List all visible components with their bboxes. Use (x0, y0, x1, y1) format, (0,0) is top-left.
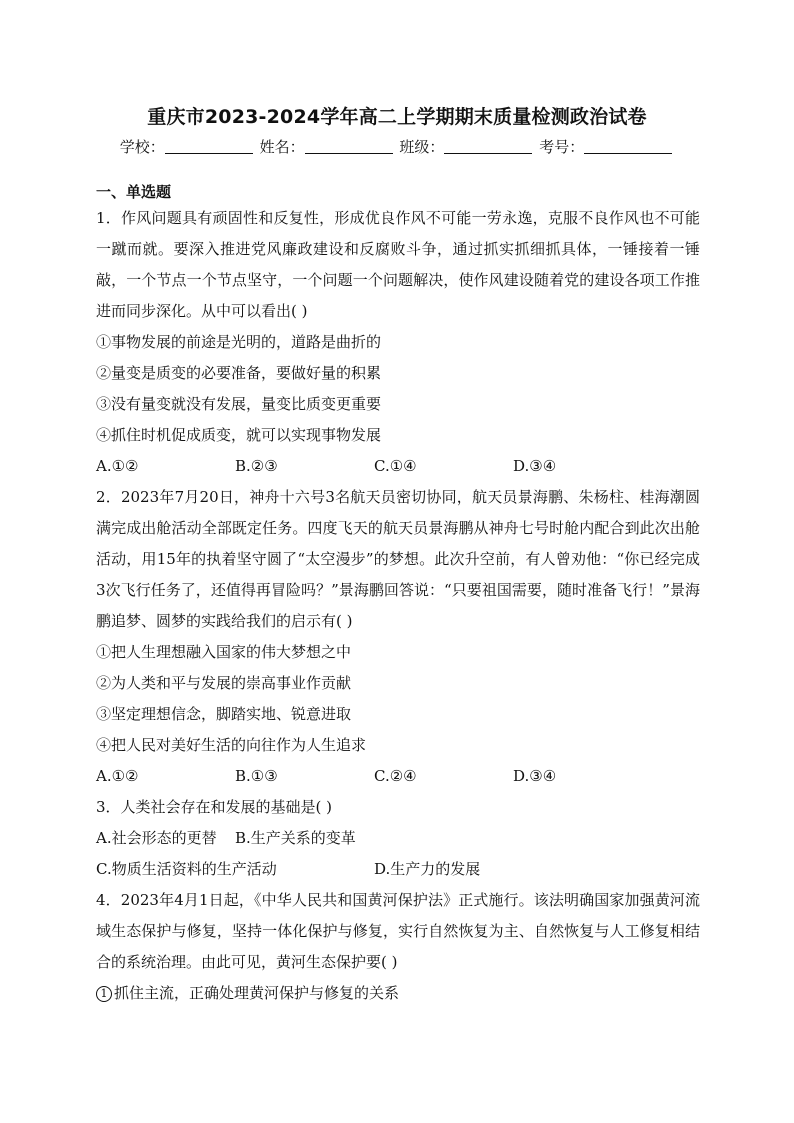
question-2-item: ③坚定理想信念，脚踏实地、锐意进取 (96, 705, 352, 723)
name-label: 姓名： (259, 138, 305, 156)
question-1-options (96, 451, 700, 482)
option-a[interactable]: A.①② (96, 457, 139, 475)
question-3-stem: 3．人类社会存在和发展的基础是( ) (96, 798, 333, 816)
question-4-item-text: 抓住主流，正确处理黄河保护与修复的关系 (114, 984, 400, 1002)
question-2-item: ①把人生理想融入国家的伟大梦想之中 (96, 643, 352, 661)
option-a[interactable]: A.①② (96, 767, 139, 785)
name-blank[interactable] (305, 139, 393, 154)
question-2-item: ②为人类和平与发展的崇高事业作贡献 (96, 674, 352, 692)
page-title: 重庆市2023-2024学年高二上学期期末质量检测政治试卷 (147, 106, 647, 128)
class-blank[interactable] (444, 139, 532, 154)
question-3-options-row2 (96, 854, 700, 885)
number-blank[interactable] (584, 139, 672, 154)
section-heading: 一、单选题 (96, 183, 172, 201)
question-4-stem: 4．2023年4月1日起，《中华人民共和国黄河保护法》正式施行。该法明确国家加强黄河流域生态保护与修复，坚持一体化保护与修复，实行自然恢复为主、自然恢复与人工修复相结合的系统治理。由此可见，黄河生态保护要( ) (96, 891, 700, 971)
question-1-item: ②量变是质变的必要准备，要做好量的积累 (96, 364, 382, 382)
question-1-stem: 1．作风问题具有顽固性和反复性，形成优良作风不可能一劳永逸，克服不良作风也不可能一蹴而就。要深入推进党风廉政建设和反腐败斗争，通过抓实抓细抓具体，一锤接着一锤敲，一个节点一个节点坚守，一个问题一个问题解决，使作风建设随着党的建设各项工作推进而同步深化。从中可以看出( ) (96, 209, 700, 320)
school-blank[interactable] (165, 139, 253, 154)
class-label: 班级： (399, 138, 445, 156)
option-d[interactable]: D.③④ (513, 767, 557, 785)
option-d[interactable]: D.③④ (513, 457, 557, 475)
option-a[interactable]: A.社会形态的更替 (96, 829, 217, 847)
option-c[interactable]: C.①④ (374, 457, 417, 475)
question-2-options (96, 761, 700, 792)
circled-number-1: 1 (96, 986, 112, 1002)
school-label: 学校： (119, 138, 165, 156)
question-3-options-row1 (96, 823, 700, 854)
option-c[interactable]: C.物质生活资料的生产活动 (96, 860, 277, 878)
option-d[interactable]: D.生产力的发展 (374, 860, 481, 878)
question-2-stem: 2．2023年7月20日，神舟十六号3名航天员密切协同，航天员景海鹏、朱杨柱、桂海潮圆满完成出舱活动全部既定任务。四度飞天的航天员景海鹏从神舟七号时舱内配合到此次出舱活动，用15年的执着坚守圆了“太空漫步”的梦想。此次升空前，有人曾劝他：“你已经完成3次飞行任务了，还值得再冒险吗？”景海鹏回答说：“只要祖国需要，随时准备飞行！”景海鹏追梦、圆梦的实践给我们的启示有( ) (96, 488, 700, 630)
student-info-line (0, 136, 794, 157)
number-label: 考号： (539, 138, 585, 156)
option-b[interactable]: B.②③ (235, 457, 278, 475)
option-b[interactable]: B.生产关系的变革 (235, 829, 356, 847)
option-b[interactable]: B.①③ (235, 767, 278, 785)
question-1-item: ④抓住时机促成质变，就可以实现事物发展 (96, 426, 382, 444)
question-4-item (96, 978, 700, 1009)
question-list (96, 203, 700, 1009)
question-2-item: ④把人民对美好生活的向往作为人生追求 (96, 736, 367, 754)
option-c[interactable]: C.②④ (374, 767, 417, 785)
question-1-item: ①事物发展的前途是光明的，道路是曲折的 (96, 333, 382, 351)
question-1-item: ③没有量变就没有发展，量变比质变更重要 (96, 395, 382, 413)
